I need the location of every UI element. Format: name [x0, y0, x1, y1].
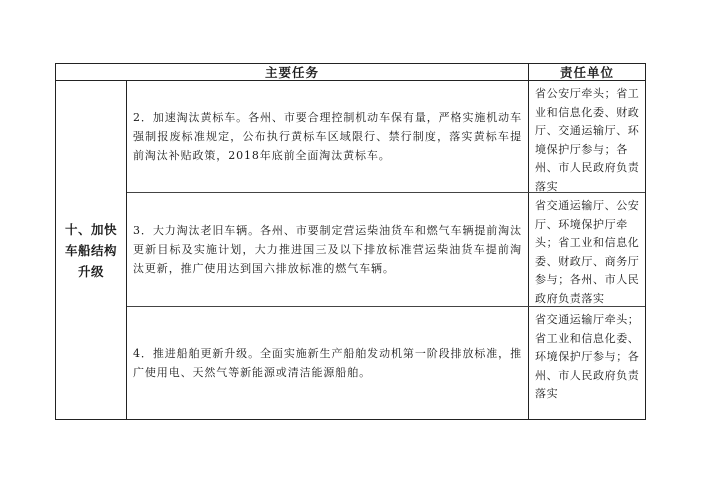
unit-cell: [529, 193, 645, 306]
table-row: [127, 81, 645, 193]
unit-text: 省交通运输厅牵头；省工业和信息化委、环境保护厅参与；各州、市人民政府负责落实: [535, 313, 640, 400]
task-cell: [127, 307, 529, 419]
task-text: 2．加速淘汰黄标车。各州、市要合理控制机动车保有量，严格实施机动车强制报废标准规定，公布执行黄标车区域限行、禁行制度，落实黄标车提前淘汰补贴政策，2018年底前全面淘汰黄标车。: [133, 111, 522, 162]
task-cell: [127, 193, 529, 306]
unit-cell: [529, 81, 645, 192]
table-row: [127, 193, 645, 307]
task-cell: [127, 81, 529, 192]
category-cell: [56, 81, 127, 419]
task-text: 3．大力淘汰老旧车辆。各州、市要制定营运柴油货车和燃气车辆提前淘汰更新目标及实施计划，大力推进国三及以下排放标准营运柴油货车提前淘汰更新，推广使用达到国六排放标准的燃气车辆。: [133, 224, 522, 275]
task-text: 4．推进船舶更新升级。全面实施新生产船舶发动机第一阶段排放标准，推广使用电、天然气等新能源或清洁能源船舶。: [133, 347, 522, 379]
unit-cell: [529, 307, 645, 419]
header-main-tasks: 主要任务: [56, 64, 529, 81]
header-responsible-units: 责任单位: [529, 64, 645, 81]
table-row: [127, 307, 645, 419]
unit-text: 省公安厅牵头；省工业和信息化委、财政厅、交通运输厅、环境保护厅参与；各州、市人民政府负责落实: [535, 87, 640, 193]
category-label: 十、加快车船结构升级: [64, 221, 117, 279]
unit-text: 省交通运输厅、公安厅、环境保护厅牵头；省工业和信息化委、财政厅、商务厅参与；各州、市人民政府负责落实: [535, 199, 640, 305]
task-table: [55, 63, 646, 420]
